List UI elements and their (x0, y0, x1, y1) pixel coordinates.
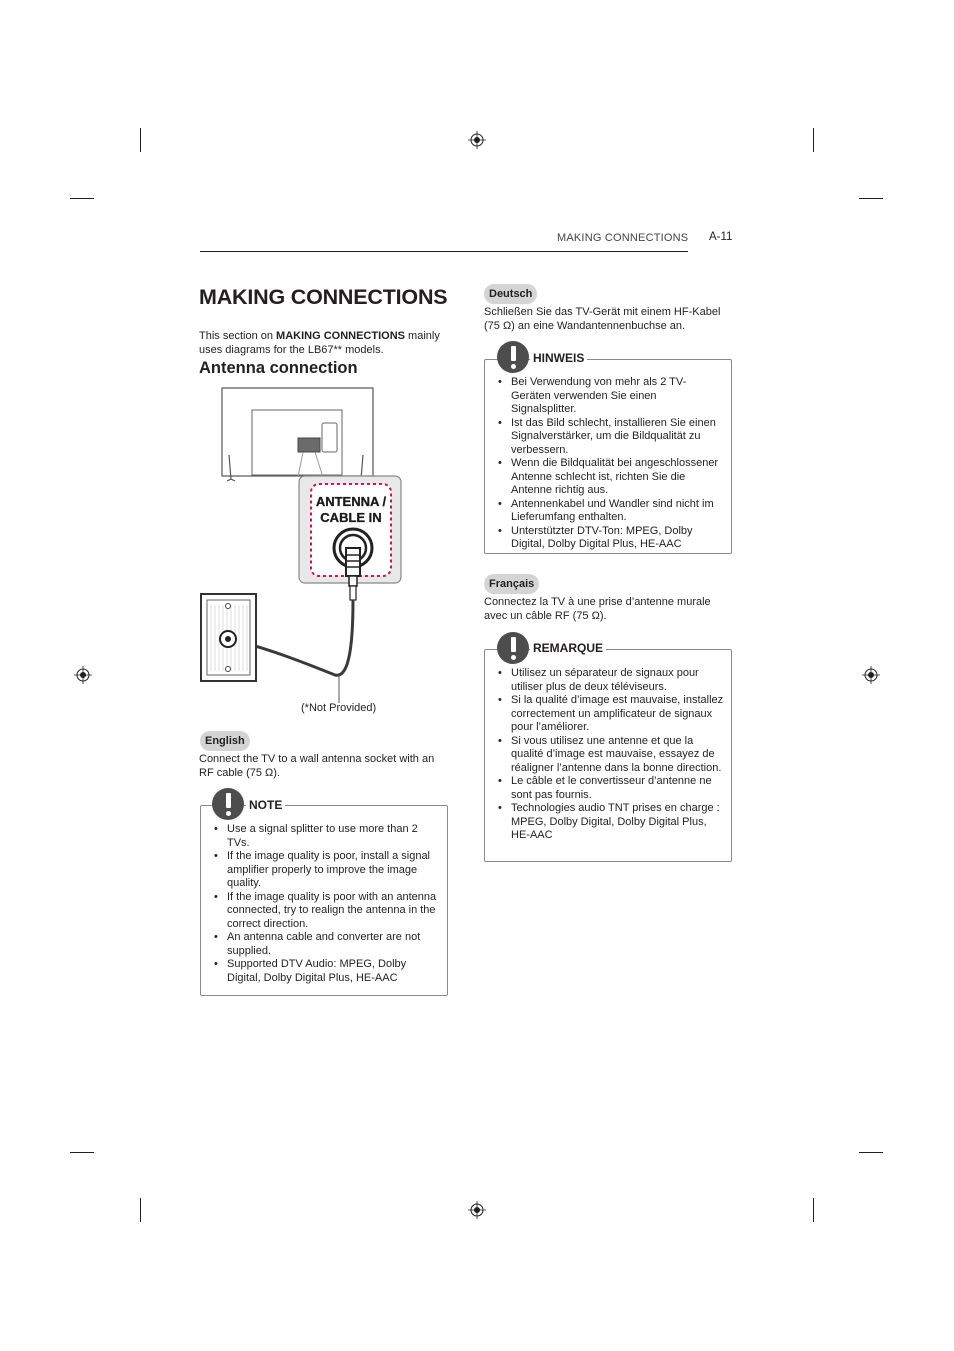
list-item: • If the image quality is poor, install a signal amplifier properly to improve the image quality. (214, 850, 440, 891)
language-badge-francais: Français (484, 574, 539, 594)
registration-mark-icon (862, 666, 880, 684)
list-item: • Supported DTV Audio: MPEG, Dolby Digital, Dolby Digital Plus, HE-AAC (214, 958, 440, 985)
registration-mark-icon (74, 666, 92, 684)
list-item: • Technologies audio TNT prises en charge : MPEG, Dolby Digital, Dolby Digital Plus, HE-AAC (498, 802, 724, 843)
antenna-connection-diagram (195, 385, 410, 720)
coax-plug (346, 548, 360, 576)
list-item: • Unterstützter DTV-Ton: MPEG, Dolby Digital, Dolby Digital Plus, HE-AAC (498, 525, 724, 552)
note-title: NOTE (246, 798, 285, 812)
crop-mark (70, 198, 94, 199)
note-box-english (200, 805, 448, 996)
note-title: HINWEIS (530, 351, 587, 365)
crop-mark (813, 1198, 814, 1222)
crop-mark (140, 128, 141, 152)
section-heading: Antenna connection (199, 359, 358, 377)
crop-mark (859, 198, 883, 199)
language-badge-deutsch: Deutsch (484, 284, 537, 304)
list-item: • Si la qualité d’image est mauvaise, installez correctement un amplificateur de signaux pour l’améliorer. (498, 694, 724, 735)
exclamation-icon (497, 341, 529, 373)
deutsch-instruction: Schließen Sie das TV-Gerät mit einem HF-Kabel (75 Ω) an eine Wandantennenbuchse an. (484, 306, 721, 332)
list-item: • Bei Verwendung von mehr als 2 TV-Geräten verwenden Sie einen Signalsplitter. (498, 376, 724, 417)
diagram-caption: (*Not Provided) (301, 702, 377, 714)
registration-mark-icon (468, 131, 486, 149)
note-box-deutsch (484, 359, 732, 554)
list-item: • Si vous utilisez une antenne et que la qualité d’image est mauvaise, essayez de réaligner l’antenne dans la bonne direction. (498, 735, 724, 776)
note-box-francais (484, 649, 732, 862)
list-item: • Utilisez un séparateur de signaux pour utiliser plus de deux téléviseurs. (498, 667, 724, 694)
english-instruction: Connect the TV to a wall antenna socket with an RF cable (75 Ω). (199, 753, 435, 779)
list-item: • If the image quality is poor with an antenna connected, try to realign the antenna in the correct direction. (214, 891, 440, 932)
crop-mark (859, 1152, 883, 1153)
crop-mark (140, 1198, 141, 1222)
tv-antenna-port (298, 438, 320, 452)
list-item: • Wenn die Bildqualität bei angeschlossener Antenne schlecht ist, richten Sie die Antenne richtig aus. (498, 457, 724, 498)
exclamation-icon (212, 788, 244, 820)
francais-instruction: Connectez la TV à une prise d’antenne murale avec un câble RF (75 Ω). (484, 596, 711, 622)
crop-mark (813, 128, 814, 152)
port-label-line2: CABLE IN (320, 510, 382, 525)
page-number: A-11 (709, 231, 733, 243)
list-item: • Le câble et le convertisseur d’antenne ne sont pas fournis. (498, 775, 724, 802)
page-title: MAKING CONNECTIONS (199, 285, 448, 309)
note-title: REMARQUE (530, 641, 606, 655)
intro-paragraph: This section on MAKING CONNECTIONS mainly uses diagrams for the LB67** models. (199, 330, 440, 356)
header-rule (200, 251, 688, 252)
list-item: • Use a signal splitter to use more than 2 TVs. (214, 823, 440, 850)
crop-mark (70, 1152, 94, 1153)
exclamation-icon (497, 632, 529, 664)
list-item: • Antennenkabel und Wandler sind nicht im Lieferumfang enthalten. (498, 498, 724, 525)
list-item: • An antenna cable and converter are not supplied. (214, 931, 440, 958)
language-badge-english: English (200, 731, 250, 751)
list-item: • Ist das Bild schlecht, installieren Sie einen Signalverstärker, um die Bildqualität zu verbessern. (498, 417, 724, 458)
port-label-line1: ANTENNA / (315, 494, 387, 509)
running-header: MAKING CONNECTIONS (557, 232, 689, 244)
registration-mark-icon (468, 1201, 486, 1219)
tv-side-jack (322, 423, 337, 452)
